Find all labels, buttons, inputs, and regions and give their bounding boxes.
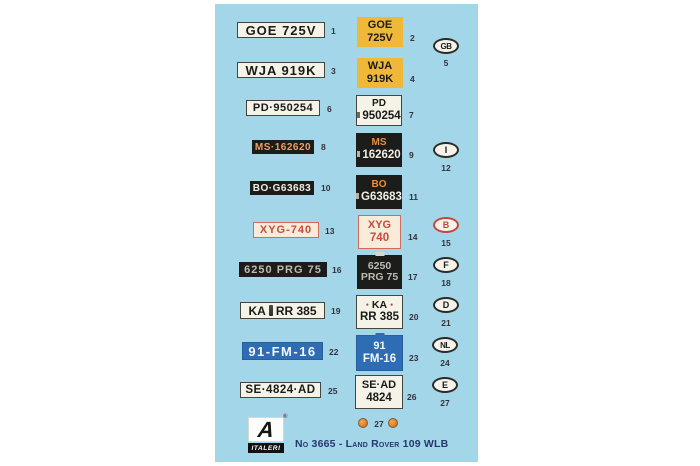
plate-text: MS·162620 [254, 141, 312, 153]
plate-xyg-single [253, 222, 319, 238]
decal-number: 25 [328, 386, 338, 396]
decal-number: 6 [327, 104, 332, 114]
country-oval-b [433, 217, 459, 233]
plate-line1: GOE [367, 19, 393, 32]
country-oval-i [433, 142, 459, 158]
plate-fm-double [356, 335, 403, 371]
country-oval-nl [432, 337, 458, 353]
plate-prg-double [357, 255, 402, 289]
plate-line1: 6250 [367, 259, 392, 272]
plate-se-single [240, 382, 321, 398]
plate-text: 6250 PRG 75 [244, 263, 322, 276]
decal-number: 27 [440, 398, 450, 408]
plate-goe-double [357, 17, 403, 47]
decal-number: 19 [331, 306, 341, 316]
plate-line2-text: 162620 [362, 149, 401, 162]
registration-emblem-icon [357, 151, 360, 157]
plate-line1: MS [371, 137, 387, 149]
oval-text: I [444, 145, 448, 155]
round-orange-decal [388, 418, 398, 428]
plate-line2: FM-16 [362, 352, 397, 365]
plate-text: BO·G63683 [252, 182, 312, 194]
oval-text: D [442, 300, 450, 310]
plate-bo-single [250, 181, 314, 195]
decal-number: 15 [441, 238, 451, 248]
decal-number: 16 [332, 265, 342, 275]
plate-prg-single [239, 262, 327, 277]
plate-line1: XYG [367, 218, 392, 231]
plate-line2-text: G63683 [361, 191, 402, 204]
decal-number: 12 [441, 163, 451, 173]
kit-title: No 3665 - Land Rover 109 WLB [295, 438, 449, 450]
decal-number: 11 [409, 192, 418, 202]
round-orange-decal [358, 418, 368, 428]
oval-text: B [442, 220, 450, 230]
registration-emblem-icon [357, 112, 360, 118]
italeri-wordmark: ITALERI [248, 443, 284, 453]
oval-text: NL [440, 340, 450, 350]
plate-mount-tab [375, 333, 384, 337]
plate-pd-double [356, 95, 402, 126]
plate-text: GOE 725V [245, 22, 317, 38]
plate-line2: 919K [366, 73, 394, 85]
decal-number: 3 [331, 66, 336, 76]
plate-line1: BO [371, 179, 387, 191]
decal-number: 18 [441, 278, 451, 288]
plate-ka-single [240, 302, 325, 319]
plate-fm-single [242, 342, 323, 360]
decal-number: 24 [440, 358, 450, 368]
registration-emblem-icon [356, 193, 359, 199]
decal-number: 8 [321, 142, 326, 152]
decal-number: 14 [408, 232, 418, 242]
plate-goe-single [237, 22, 325, 38]
registration-seal-icon [269, 305, 273, 316]
plate-mount-tab [375, 252, 384, 256]
decal-number: 2 [410, 33, 415, 43]
plate-bo-double [356, 175, 402, 209]
decal-number: 4 [410, 74, 415, 84]
decal-number: 9 [409, 150, 414, 160]
plate-xyg-double [358, 215, 401, 249]
oval-text: F [443, 260, 449, 270]
plate-wja-double [357, 58, 403, 88]
plate-text: XYG-740 [259, 224, 313, 236]
plate-line2: 4824 [366, 391, 392, 404]
decal-number: 17 [408, 272, 418, 282]
plate-text: WJA 919K [245, 62, 317, 78]
decal-number: 1 [331, 26, 336, 36]
plate-line1: WJA [367, 60, 393, 73]
decal-number: 5 [443, 58, 449, 68]
plate-text: PD·950254 [252, 102, 314, 114]
decal-number: 13 [325, 226, 335, 236]
decal-number: 7 [409, 110, 414, 120]
registered-trademark-icon: ® [283, 414, 288, 420]
plate-line2: RR 385 [360, 311, 399, 324]
oval-text: GB [440, 41, 452, 51]
plate-text-right: RR 385 [275, 303, 317, 318]
plate-wja-single [237, 62, 325, 78]
plate-line1: PD [372, 97, 386, 109]
country-oval-gb [433, 38, 459, 54]
plate-text: SE·4824·AD [245, 384, 316, 396]
plate-line1: 91 [373, 339, 386, 352]
decal-number: 27 [374, 419, 384, 429]
plate-line2 [357, 149, 400, 161]
decal-number: 26 [407, 392, 417, 402]
decal-number: 21 [441, 318, 451, 328]
country-oval-e [432, 377, 458, 393]
italeri-logo-letter: A [256, 416, 276, 442]
plate-line2 [357, 110, 400, 122]
oval-text: E [441, 380, 448, 390]
country-oval-d [433, 297, 459, 313]
plate-line2 [356, 191, 402, 203]
plate-text: 91-FM-16 [248, 343, 317, 359]
italeri-logo [248, 417, 284, 442]
decal-sheet [215, 4, 478, 462]
plate-ms-single [252, 140, 314, 154]
plate-line1: SE·AD [361, 378, 397, 391]
decal-number: 23 [409, 353, 419, 363]
plate-line2: 725V [367, 32, 393, 44]
plate-line2-text: 950254 [362, 109, 401, 122]
decal-number: 22 [329, 347, 339, 357]
decal-number: 10 [321, 183, 331, 193]
plate-pd-single [246, 100, 320, 116]
plate-text-left: KA [248, 303, 266, 318]
plate-line2: PRG 75 [360, 271, 399, 283]
plate-se-double [355, 375, 403, 409]
country-oval-f [433, 257, 459, 273]
plate-line2: 740 [369, 231, 390, 244]
decal-number: 20 [409, 312, 419, 322]
plate-ms-double [356, 133, 402, 167]
plate-ka-double [356, 295, 403, 329]
plate-line1: ● KA ● [363, 300, 396, 311]
